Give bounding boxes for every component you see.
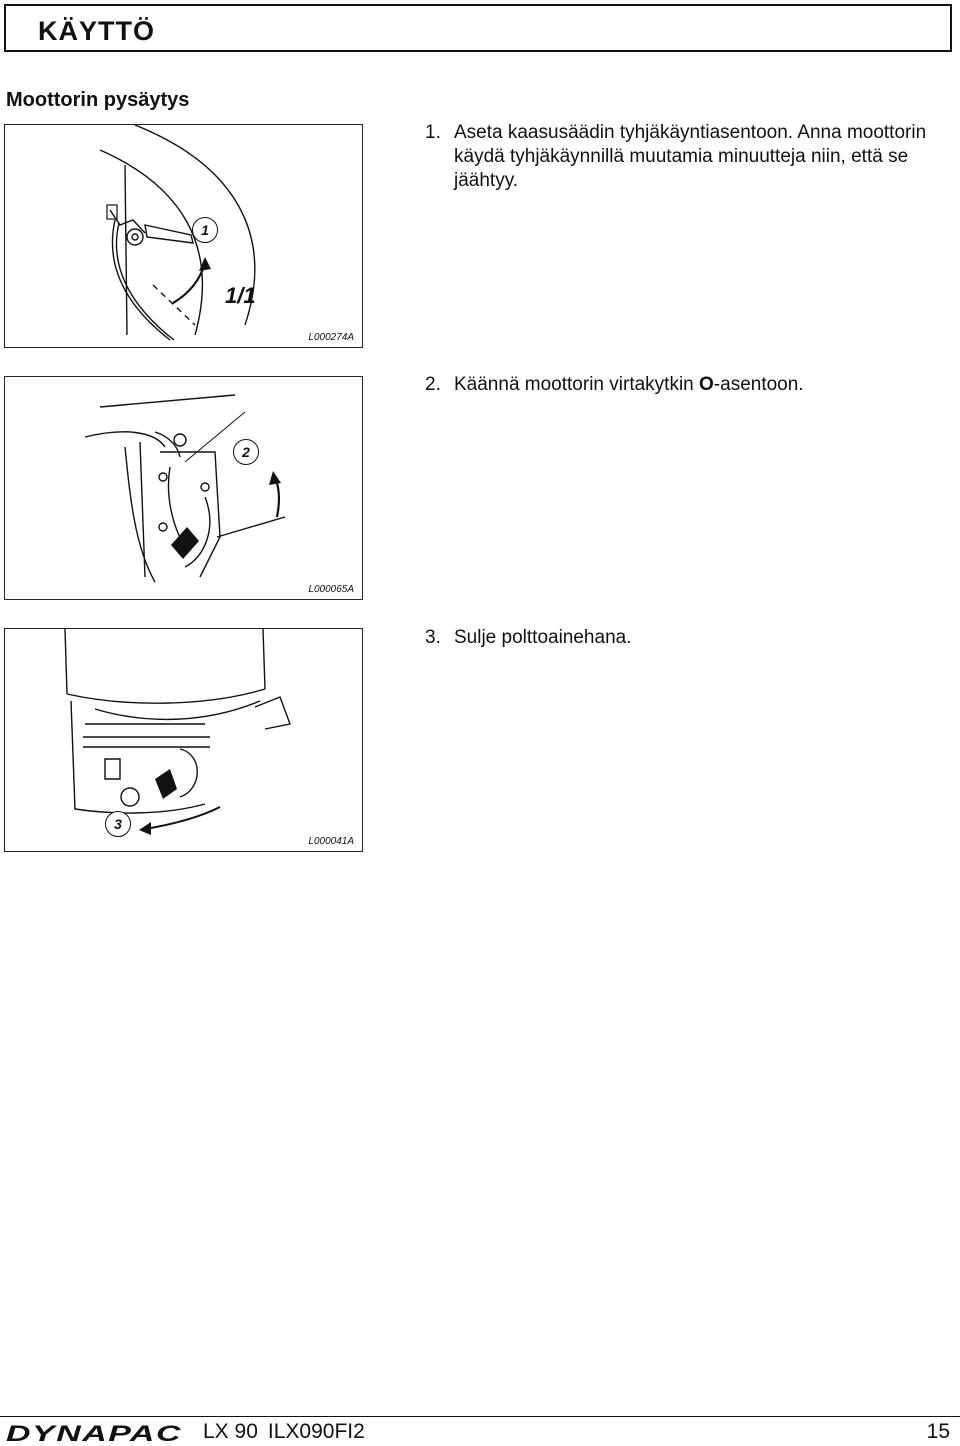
- callout-1: 1: [192, 217, 218, 243]
- step-1: [425, 121, 955, 193]
- model-name: LX 90: [203, 1420, 258, 1443]
- step-number: 1.: [425, 122, 441, 143]
- figure-fuel-valve: [4, 628, 363, 852]
- step-text: Sulje polttoainehana.: [454, 627, 632, 648]
- fuel-valve-illustration: [5, 629, 363, 852]
- step-text: Käännä moottorin virtakytkin O-asentoon.: [454, 374, 804, 395]
- page-title: KÄYTTÖ: [38, 16, 155, 46]
- figure-fraction: 1/1: [225, 283, 256, 308]
- callout-2: 2: [233, 439, 259, 465]
- svg-text:DYNAPAC: DYNAPAC: [6, 1422, 183, 1444]
- step-2: [425, 373, 955, 397]
- step-number: 3.: [425, 627, 441, 648]
- switch-position: O: [699, 374, 714, 395]
- document-code: ILX090FI2: [267, 1420, 365, 1443]
- page-number: 15: [926, 1420, 950, 1443]
- document-info: [203, 1420, 375, 1444]
- callout-3: 3: [105, 811, 131, 837]
- footer-divider: [0, 1416, 960, 1417]
- figure-ignition-switch: [4, 376, 363, 600]
- header-box: [4, 4, 952, 52]
- figure-code: L000041A: [308, 836, 354, 847]
- figure-code: L000274A: [308, 332, 354, 343]
- ignition-switch-illustration: [5, 377, 363, 600]
- figure-throttle: [4, 124, 363, 348]
- step-text: Aseta kaasusäädin tyhjäkäyntiasentoon. Anna moottorin käydä tyhjäkäynnillä muutamia minuutteja niin, että se jäähtyy.: [454, 122, 927, 191]
- step-number: 2.: [425, 374, 441, 395]
- section-title: Moottorin pysäytys: [6, 89, 190, 111]
- throttle-illustration: [5, 125, 363, 348]
- dynapac-logo: [4, 1422, 186, 1444]
- step-3: [425, 626, 955, 650]
- figure-code: L000065A: [308, 584, 354, 595]
